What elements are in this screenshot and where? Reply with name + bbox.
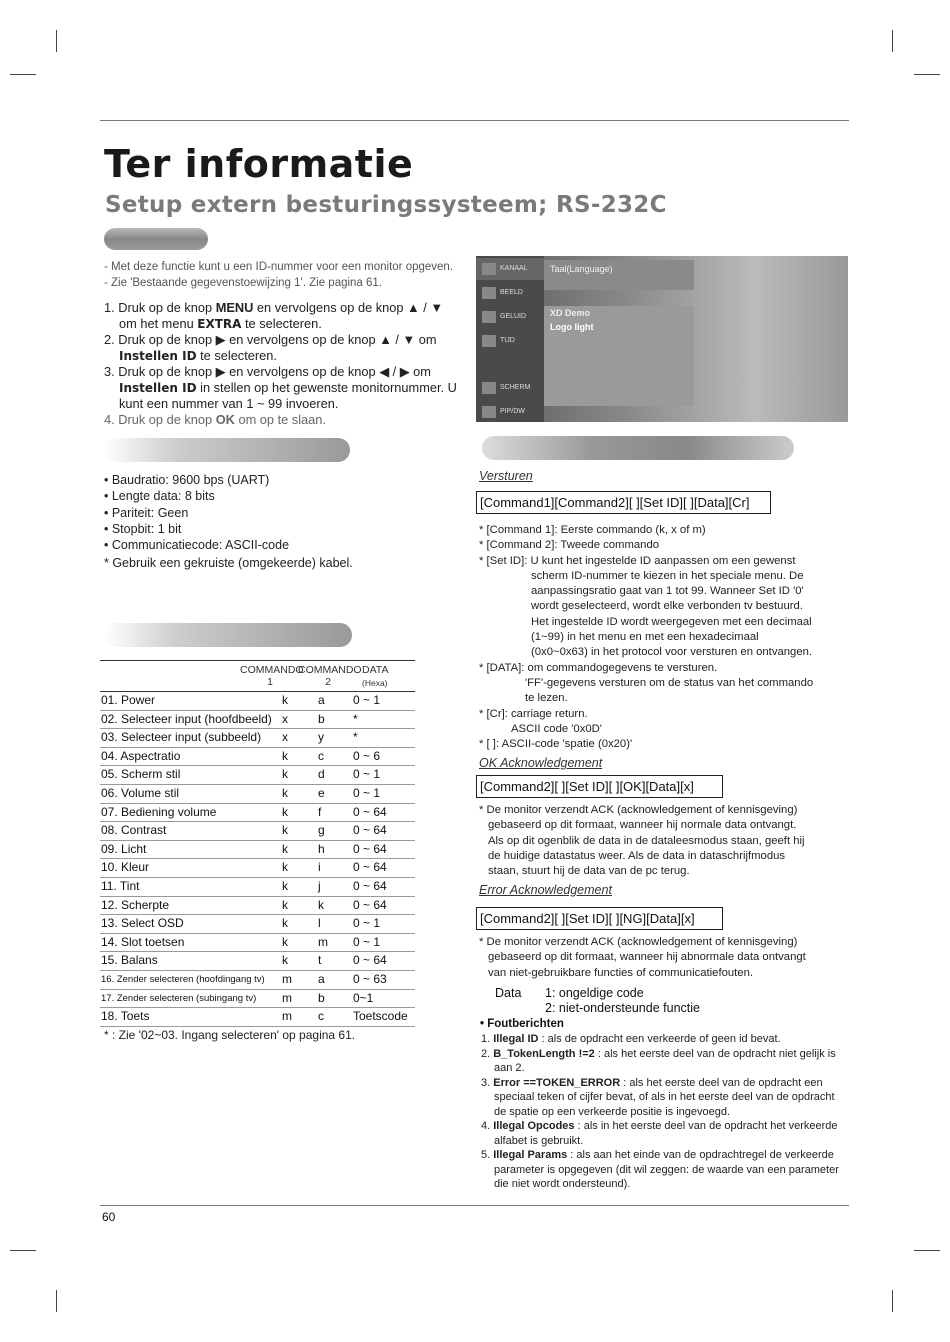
- row-label: 14. Slot toetsen: [101, 934, 185, 949]
- row-label: 09. Licht: [101, 841, 147, 856]
- row-cell: y: [318, 730, 324, 745]
- table-row: [100, 822, 415, 841]
- osd-panel-item: XD Demo: [550, 308, 591, 318]
- note-line: * [Set ID]: U kunt het ingestelde ID aanpassen om een gewenst: [479, 554, 796, 567]
- row-cell: k: [282, 860, 288, 875]
- note-line: (1~99) in het menu en met een hexadecimaal: [531, 631, 759, 644]
- note-line: * [ ]: ASCII-code 'spatie (0x20)': [479, 738, 633, 751]
- note-line: scherm ID-nummer te kiezen in het speciale menu. De: [531, 569, 804, 582]
- row-cell: 0 ~ 63: [353, 971, 387, 986]
- row-cell: *: [353, 711, 358, 726]
- row-cell: 0 ~ 1: [353, 934, 381, 949]
- error-item: 2. B_TokenLength !=2 : als het eerste deel van de opdracht niet gelijk is aan 2.: [481, 1047, 836, 1074]
- row-label: 02. Selecteer input (hoofdbeeld): [101, 711, 272, 726]
- row-cell: Toetscode: [353, 1009, 408, 1024]
- row-label: 15. Balans: [101, 953, 158, 968]
- row-cell: 0 ~ 64: [353, 897, 387, 912]
- err-ack-label: Error Acknowledgement: [479, 883, 612, 897]
- error-item: 4. Illegal Opcodes : als in het eerste deel van de opdracht het verkeerde alfabet is gebruikt.: [481, 1120, 838, 1147]
- row-label: 11. Tint: [101, 878, 140, 893]
- step-item: 2. Druk op de knop ▶ en vervolgens op de knop ▲ / ▼ om Instellen ID te selecteren.: [104, 332, 437, 363]
- crop-mark: [892, 1290, 893, 1312]
- row-cell: 0 ~ 64: [353, 860, 387, 875]
- note-line: Het ingestelde ID wordt weergegeven met een decimaal: [531, 615, 812, 628]
- table-row: [100, 934, 415, 953]
- row-cell: x: [282, 730, 288, 745]
- row-cell: k: [282, 748, 288, 763]
- steps-list: [104, 300, 464, 428]
- command-table: [100, 660, 415, 1027]
- page-subtitle: Setup extern besturingssysteem; RS-232C: [105, 192, 667, 218]
- row-cell: d: [318, 767, 325, 782]
- col-header-sub: (Hexa): [362, 678, 388, 688]
- versturen-format: [Command1][Command2][ ][Set ID][ ][Data][Cr]: [476, 491, 771, 514]
- row-label: 04. Aspectratio: [101, 748, 181, 763]
- ok-ack-notes: [479, 803, 849, 879]
- note-line: staan, stuurt hij de data van de pc terug.: [488, 865, 690, 878]
- table-row: [100, 729, 415, 748]
- col-header: COMMANDO 2: [298, 664, 362, 688]
- row-cell: h: [318, 841, 325, 856]
- row-cell: *: [353, 730, 358, 745]
- crop-mark: [892, 30, 893, 52]
- section-pill: [104, 228, 208, 250]
- row-label: 07. Bediening volume: [101, 804, 217, 819]
- intro-note: - Met deze functie kunt u een ID-nummer voor een monitor opgeven.: [104, 261, 454, 273]
- row-cell: k: [282, 916, 288, 931]
- row-cell: k: [282, 693, 288, 707]
- note-line: * [Command 2]: Tweede commando: [479, 539, 660, 552]
- intro-note: - Zie 'Bestaande gegevenstoewijzing 1'. Zie pagina 61.: [104, 277, 383, 289]
- row-cell: k: [282, 823, 288, 838]
- param-item: • Stopbit: 1 bit: [104, 521, 182, 536]
- top-rule: [100, 120, 849, 121]
- error-item: 5. Illegal Params : als aan het einde van de opdrachtregel de verkeerde parameter is opgegeven (dit wil zeggen: de waarde van een parameter die niet wordt ondersteund).: [481, 1149, 839, 1190]
- osd-menu-screenshot: [476, 256, 848, 422]
- note-line: 'FF'-gegevens versturen om de status van het commando: [525, 676, 814, 689]
- err-ack-format: [Command2][ ][Set ID][ ][NG][Data][x]: [476, 907, 723, 930]
- data-code-2: 2: niet-ondersteunde functie: [545, 1001, 700, 1015]
- row-cell: k: [318, 897, 324, 912]
- table-row: [100, 990, 415, 1009]
- row-cell: c: [318, 748, 324, 763]
- osd-item: GELUID: [476, 306, 544, 328]
- row-cell: 0 ~ 1: [353, 785, 381, 800]
- note-line: * [DATA]: om commandogegevens te versturen.: [479, 661, 718, 674]
- crop-mark: [10, 74, 36, 75]
- row-cell: 0 ~ 64: [353, 953, 387, 968]
- row-label: 16. Zender selecteren (hoofdingang tv): [101, 973, 265, 985]
- note-line: ASCII code '0x0D': [511, 722, 602, 735]
- row-cell: k: [282, 878, 288, 893]
- osd-item: KANAAL: [476, 258, 544, 280]
- crop-mark: [914, 74, 940, 75]
- row-label: 06. Volume stil: [101, 785, 180, 800]
- versturen-label: Versturen: [479, 469, 533, 483]
- section-pill: [482, 436, 794, 460]
- row-cell: m: [318, 934, 328, 949]
- table-row: [100, 692, 415, 711]
- error-item: 3. Error ==TOKEN_ERROR : als het eerste deel van de opdracht een speciaal teken of cijfer bevat, of als in het eerste deel van de opdracht de spatie op een verkeerde positie is ingevoegd.: [481, 1076, 835, 1118]
- table-row: [100, 878, 415, 897]
- note-line: * De monitor verzendt ACK (acknowledgement of kennisgeving): [479, 936, 798, 948]
- note-line: aanpassingsratio gaat van 1 tot 99. Wanneer Set ID '0': [531, 585, 804, 598]
- row-cell: l: [318, 916, 321, 931]
- data-label: Data: [495, 986, 522, 1000]
- versturen-notes: [479, 523, 849, 752]
- row-cell: 0~1: [353, 990, 374, 1005]
- row-cell: x: [282, 711, 288, 726]
- row-cell: k: [282, 934, 288, 949]
- row-cell: 0 ~ 6: [353, 748, 381, 763]
- table-footnote: * : Zie '02~03. Ingang selecteren' op pagina 61.: [104, 1028, 356, 1042]
- step-item: 1. Druk op de knop MENU en vervolgens op de knop ▲ / ▼ om het menu EXTRA te selecteren.: [104, 300, 444, 331]
- crop-mark: [10, 1250, 36, 1251]
- table-row: [100, 804, 415, 823]
- note-line: (0x0~0x63) in het protocol voor versturen en ontvangen.: [531, 646, 813, 659]
- errors-title: • Foutberichten: [480, 1018, 564, 1030]
- note-line: * [Cr]: carriage return.: [479, 707, 588, 720]
- row-cell: k: [282, 785, 288, 800]
- col-header: COMMANDO 1: [240, 664, 304, 688]
- row-label: 10. Kleur: [101, 860, 150, 875]
- osd-item: SCHERM: [476, 377, 544, 399]
- table-row: [100, 748, 415, 767]
- row-cell: a: [318, 971, 325, 986]
- bottom-rule: [100, 1205, 849, 1206]
- section-pill: [104, 438, 350, 462]
- table-header: [100, 660, 415, 692]
- row-cell: m: [282, 971, 292, 986]
- row-cell: g: [318, 823, 325, 838]
- note-line: gebaseerd op dit formaat, wanneer hij abnormale data ontvangt: [488, 951, 806, 964]
- param-item: * Gebruik een gekruiste (omgekeerde) kabel.: [104, 556, 353, 571]
- ok-ack-format: [Command2][ ][Set ID][ ][OK][Data][x]: [476, 775, 723, 798]
- error-item: 1. Illegal ID : als de opdracht een verkeerde of geen id bevat.: [481, 1033, 781, 1045]
- row-label: 01. Power: [101, 693, 156, 707]
- row-cell: 0 ~ 64: [353, 823, 387, 838]
- row-cell: t: [318, 953, 322, 968]
- row-cell: b: [318, 990, 325, 1005]
- row-cell: j: [318, 878, 321, 893]
- step-item: 4. Druk op de knop OK om op te slaan.: [104, 412, 326, 427]
- osd-item: PIP/DW: [476, 401, 544, 422]
- page-number: 60: [102, 1210, 116, 1224]
- row-cell: k: [282, 953, 288, 968]
- note-line: gebaseerd op dit formaat, wanneer hij normale data ontvangt.: [488, 819, 797, 832]
- data-code-1: 1: ongeldige code: [545, 986, 644, 1000]
- note-line: de huidige datastatus weer. Als de data in dataschrijfmodus: [488, 849, 786, 862]
- osd-panel-item: Logo light: [550, 322, 594, 332]
- row-label: 12. Scherpte: [101, 897, 170, 912]
- row-cell: c: [318, 1009, 324, 1024]
- table-row: [100, 1008, 415, 1027]
- col-header: DATA: [362, 664, 389, 676]
- row-cell: i: [318, 860, 321, 875]
- osd-panel-item: Taal(Language): [550, 264, 613, 274]
- crop-mark: [914, 1250, 940, 1251]
- note-line: Als op dit ogenblik de data in de dataleesmodus staan, geeft hij: [488, 834, 805, 847]
- intro-notes: [104, 259, 464, 291]
- row-cell: 0 ~ 1: [353, 916, 381, 931]
- table-row: [100, 859, 415, 878]
- osd-panel: [544, 306, 694, 406]
- row-cell: 0 ~ 64: [353, 841, 387, 856]
- row-cell: 0 ~ 1: [353, 767, 381, 782]
- step-item: 3. Druk op de knop ▶ en vervolgens op de knop ◀ / ▶ om Instellen ID in stellen op het gewenste monitornummer. U kunt een nummer van 1 ~ 99 invoeren.: [104, 364, 457, 411]
- param-item: • Communicatiecode: ASCII-code: [104, 538, 290, 553]
- row-label: 03. Selecteer input (subbeeld): [101, 730, 262, 745]
- row-cell: 0 ~ 64: [353, 804, 387, 819]
- row-cell: k: [282, 841, 288, 856]
- row-cell: m: [282, 990, 292, 1005]
- note-line: van niet-gebruikbare functies of communicatiefouten.: [488, 966, 753, 979]
- table-row: [100, 897, 415, 916]
- param-item: • Pariteit: Geen: [104, 505, 189, 520]
- param-item: • Lengte data: 8 bits: [104, 489, 215, 504]
- page-title: Ter informatie: [104, 142, 414, 186]
- row-cell: 0 ~ 1: [353, 693, 381, 707]
- row-cell: e: [318, 785, 325, 800]
- table-row: [100, 915, 415, 934]
- osd-item: TIJD: [476, 330, 544, 352]
- section-pill: [104, 623, 352, 647]
- row-label: 17. Zender selecteren (subingang tv): [101, 992, 257, 1004]
- crop-mark: [56, 1290, 57, 1312]
- row-cell: 0 ~ 64: [353, 878, 387, 893]
- note-line: * [Command 1]: Eerste commando (k, x of m): [479, 524, 706, 536]
- rs232-params: [104, 472, 464, 572]
- row-cell: f: [318, 804, 322, 819]
- table-row: [100, 952, 415, 971]
- row-cell: b: [318, 711, 325, 726]
- row-cell: k: [282, 767, 288, 782]
- row-label: 18. Toets: [101, 1009, 150, 1024]
- row-label: 05. Scherm stil: [101, 767, 181, 782]
- row-label: 08. Contrast: [101, 823, 167, 838]
- row-cell: m: [282, 1009, 292, 1024]
- table-row: [100, 841, 415, 860]
- errors-list: [481, 1032, 843, 1192]
- row-cell: k: [282, 804, 288, 819]
- table-row: [100, 711, 415, 730]
- note-line: wordt geselecteerd, wordt elke verbonden tv bestuurd.: [531, 600, 803, 613]
- table-row: [100, 766, 415, 785]
- note-line: te lezen.: [525, 692, 568, 705]
- crop-mark: [56, 30, 57, 52]
- param-item: • Baudratio: 9600 bps (UART): [104, 473, 270, 487]
- osd-item: BEELD: [476, 282, 544, 304]
- ok-ack-label: OK Acknowledgement: [479, 756, 603, 770]
- table-row: [100, 785, 415, 804]
- row-cell: a: [318, 693, 325, 707]
- err-ack-notes: [479, 935, 849, 981]
- row-label: 13. Select OSD: [101, 916, 184, 931]
- note-line: * De monitor verzendt ACK (acknowledgement of kennisgeving): [479, 804, 798, 816]
- row-cell: k: [282, 897, 288, 912]
- table-row: [100, 971, 415, 990]
